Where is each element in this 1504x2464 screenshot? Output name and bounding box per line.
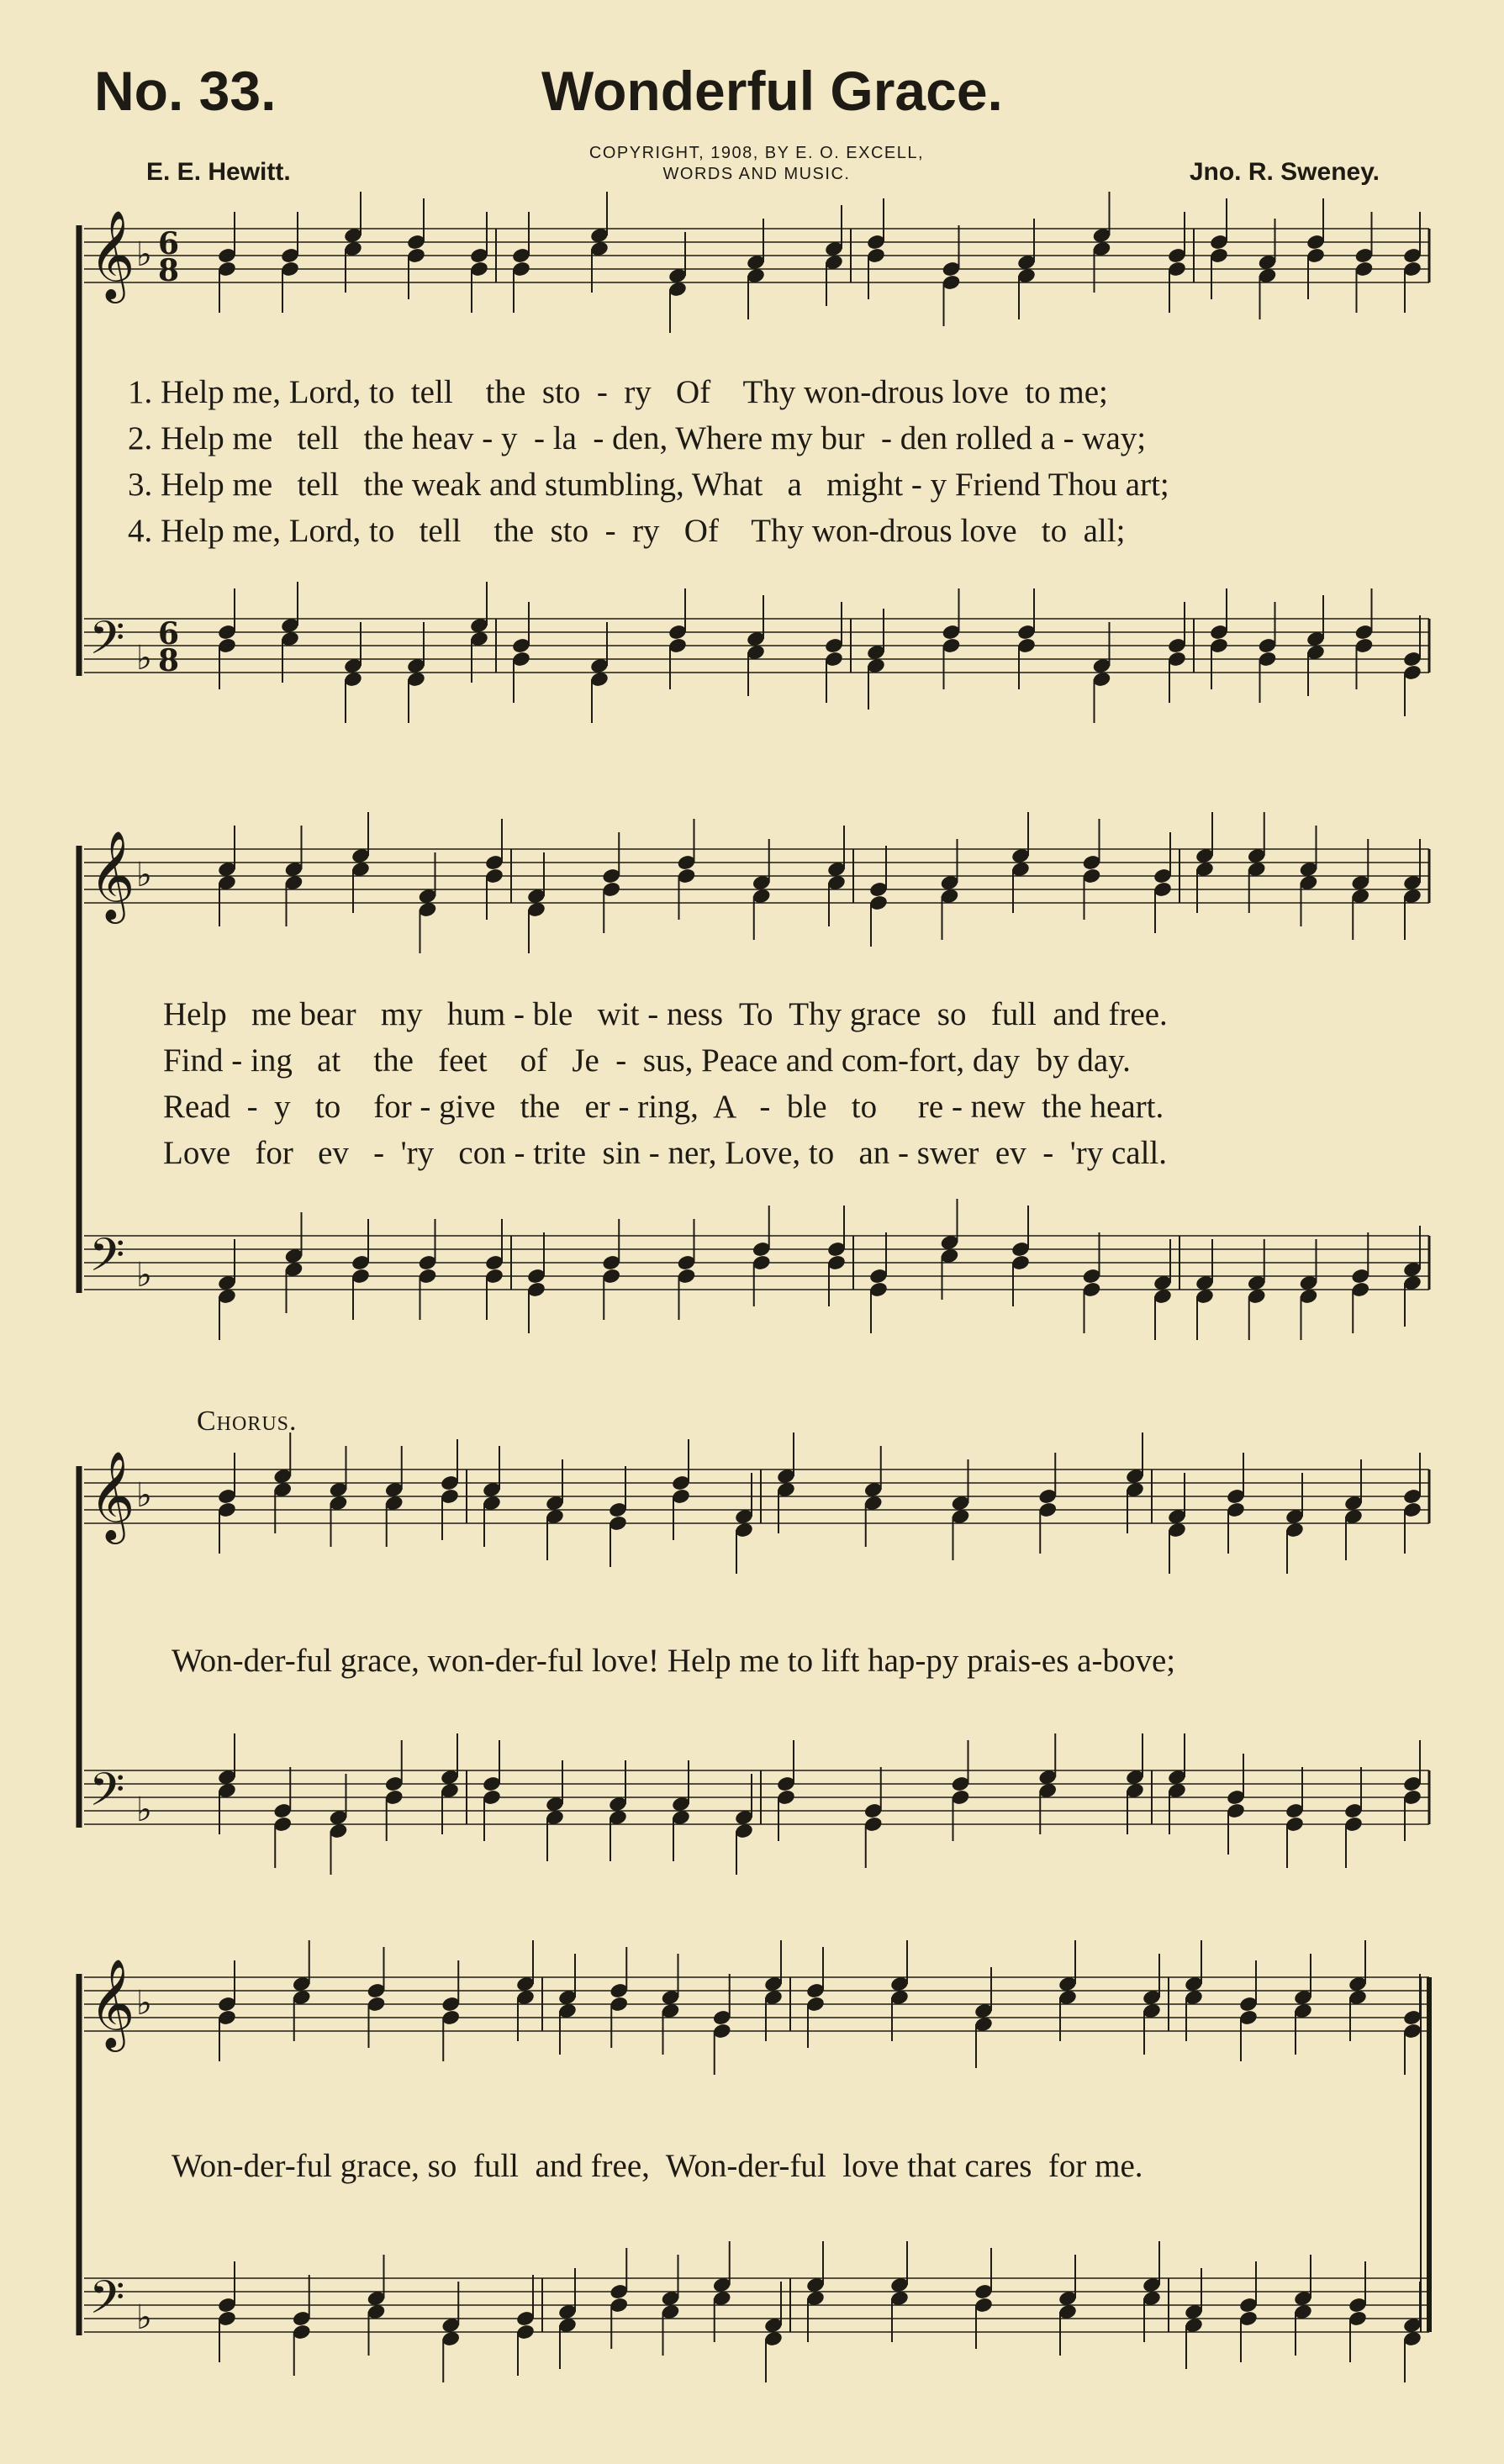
verse-4-line-2: Love for ev - 'ry con - trite sin - ner, Love, to an - swer ev - 'ry call. — [163, 1135, 1168, 1171]
flat-icon: ♭ — [136, 1984, 152, 2023]
flat-icon: ♭ — [136, 1476, 152, 1515]
chorus-line-1: Won-der-ful grace, won-der-ful love! Help me to lift hap-py prais-es a-bove; — [172, 1643, 1176, 1679]
verse-3-line-2: Read - y to for - give the er - ring, A - ble to re - new the heart. — [163, 1089, 1164, 1125]
hymn-number: No. 33. — [94, 60, 277, 122]
verse-2-line-2: Find - ing at the feet of Je - sus, Peace and com-fort, day by day. — [163, 1042, 1131, 1079]
time-signature: 6 — [158, 616, 180, 652]
time-signature: 6 — [158, 226, 180, 261]
bass-clef-icon: 𝄢 — [89, 1763, 125, 1828]
verse-4-line-1: 4. Help me, Lord, to tell the sto - ry Of Thy won-drous love to all; — [128, 513, 1126, 549]
hymn-title: Wonderful Grace. — [541, 60, 1003, 122]
chorus-line-2: Won-der-ful grace, so full and free, Won-der-ful love that cares for me. — [172, 2148, 1143, 2184]
flat-icon: ♭ — [136, 2298, 152, 2337]
verse-2-line-1: 2. Help me tell the heav - y - la - den, Where my bur - den rolled a - way; — [128, 420, 1147, 456]
flat-icon: ♭ — [136, 1791, 152, 1829]
verse-1-line-2: Help me bear my hum - ble wit - ness To Thy grace so full and free. — [163, 996, 1168, 1032]
verse-1-line-1: 1. Help me, Lord, to tell the sto - ry Of Thy won-drous love to me; — [128, 374, 1108, 410]
bass-clef-icon: 𝄢 — [89, 2271, 125, 2335]
time-signature: 8 — [158, 643, 180, 678]
treble-clef-icon: 𝄞 — [89, 830, 135, 920]
bass-clef-icon: 𝄢 — [89, 1228, 125, 1293]
copyright-line-2: WORDS AND MUSIC. — [662, 165, 851, 183]
flat-icon: ♭ — [136, 856, 152, 894]
treble-clef-icon: 𝄞 — [89, 1958, 135, 2048]
treble-clef-icon: 𝄞 — [89, 209, 135, 299]
copyright-line-1: COPYRIGHT, 1908, BY E. O. EXCELL, — [588, 144, 925, 162]
flat-icon: ♭ — [136, 235, 152, 274]
flat-icon: ♭ — [136, 639, 152, 678]
verse-3-line-1: 3. Help me tell the weak and stumbling, What a might - y Friend Thou art; — [128, 467, 1169, 503]
lyricist-credit: E. E. Hewitt. — [146, 158, 291, 186]
time-signature: 8 — [158, 253, 180, 288]
treble-clef-icon: 𝄞 — [89, 1450, 135, 1540]
bass-clef-icon: 𝄢 — [89, 611, 125, 676]
flat-icon: ♭ — [136, 1256, 152, 1295]
composer-credit: Jno. R. Sweney. — [1189, 158, 1380, 186]
chorus-label: Chorus. — [197, 1406, 298, 1437]
